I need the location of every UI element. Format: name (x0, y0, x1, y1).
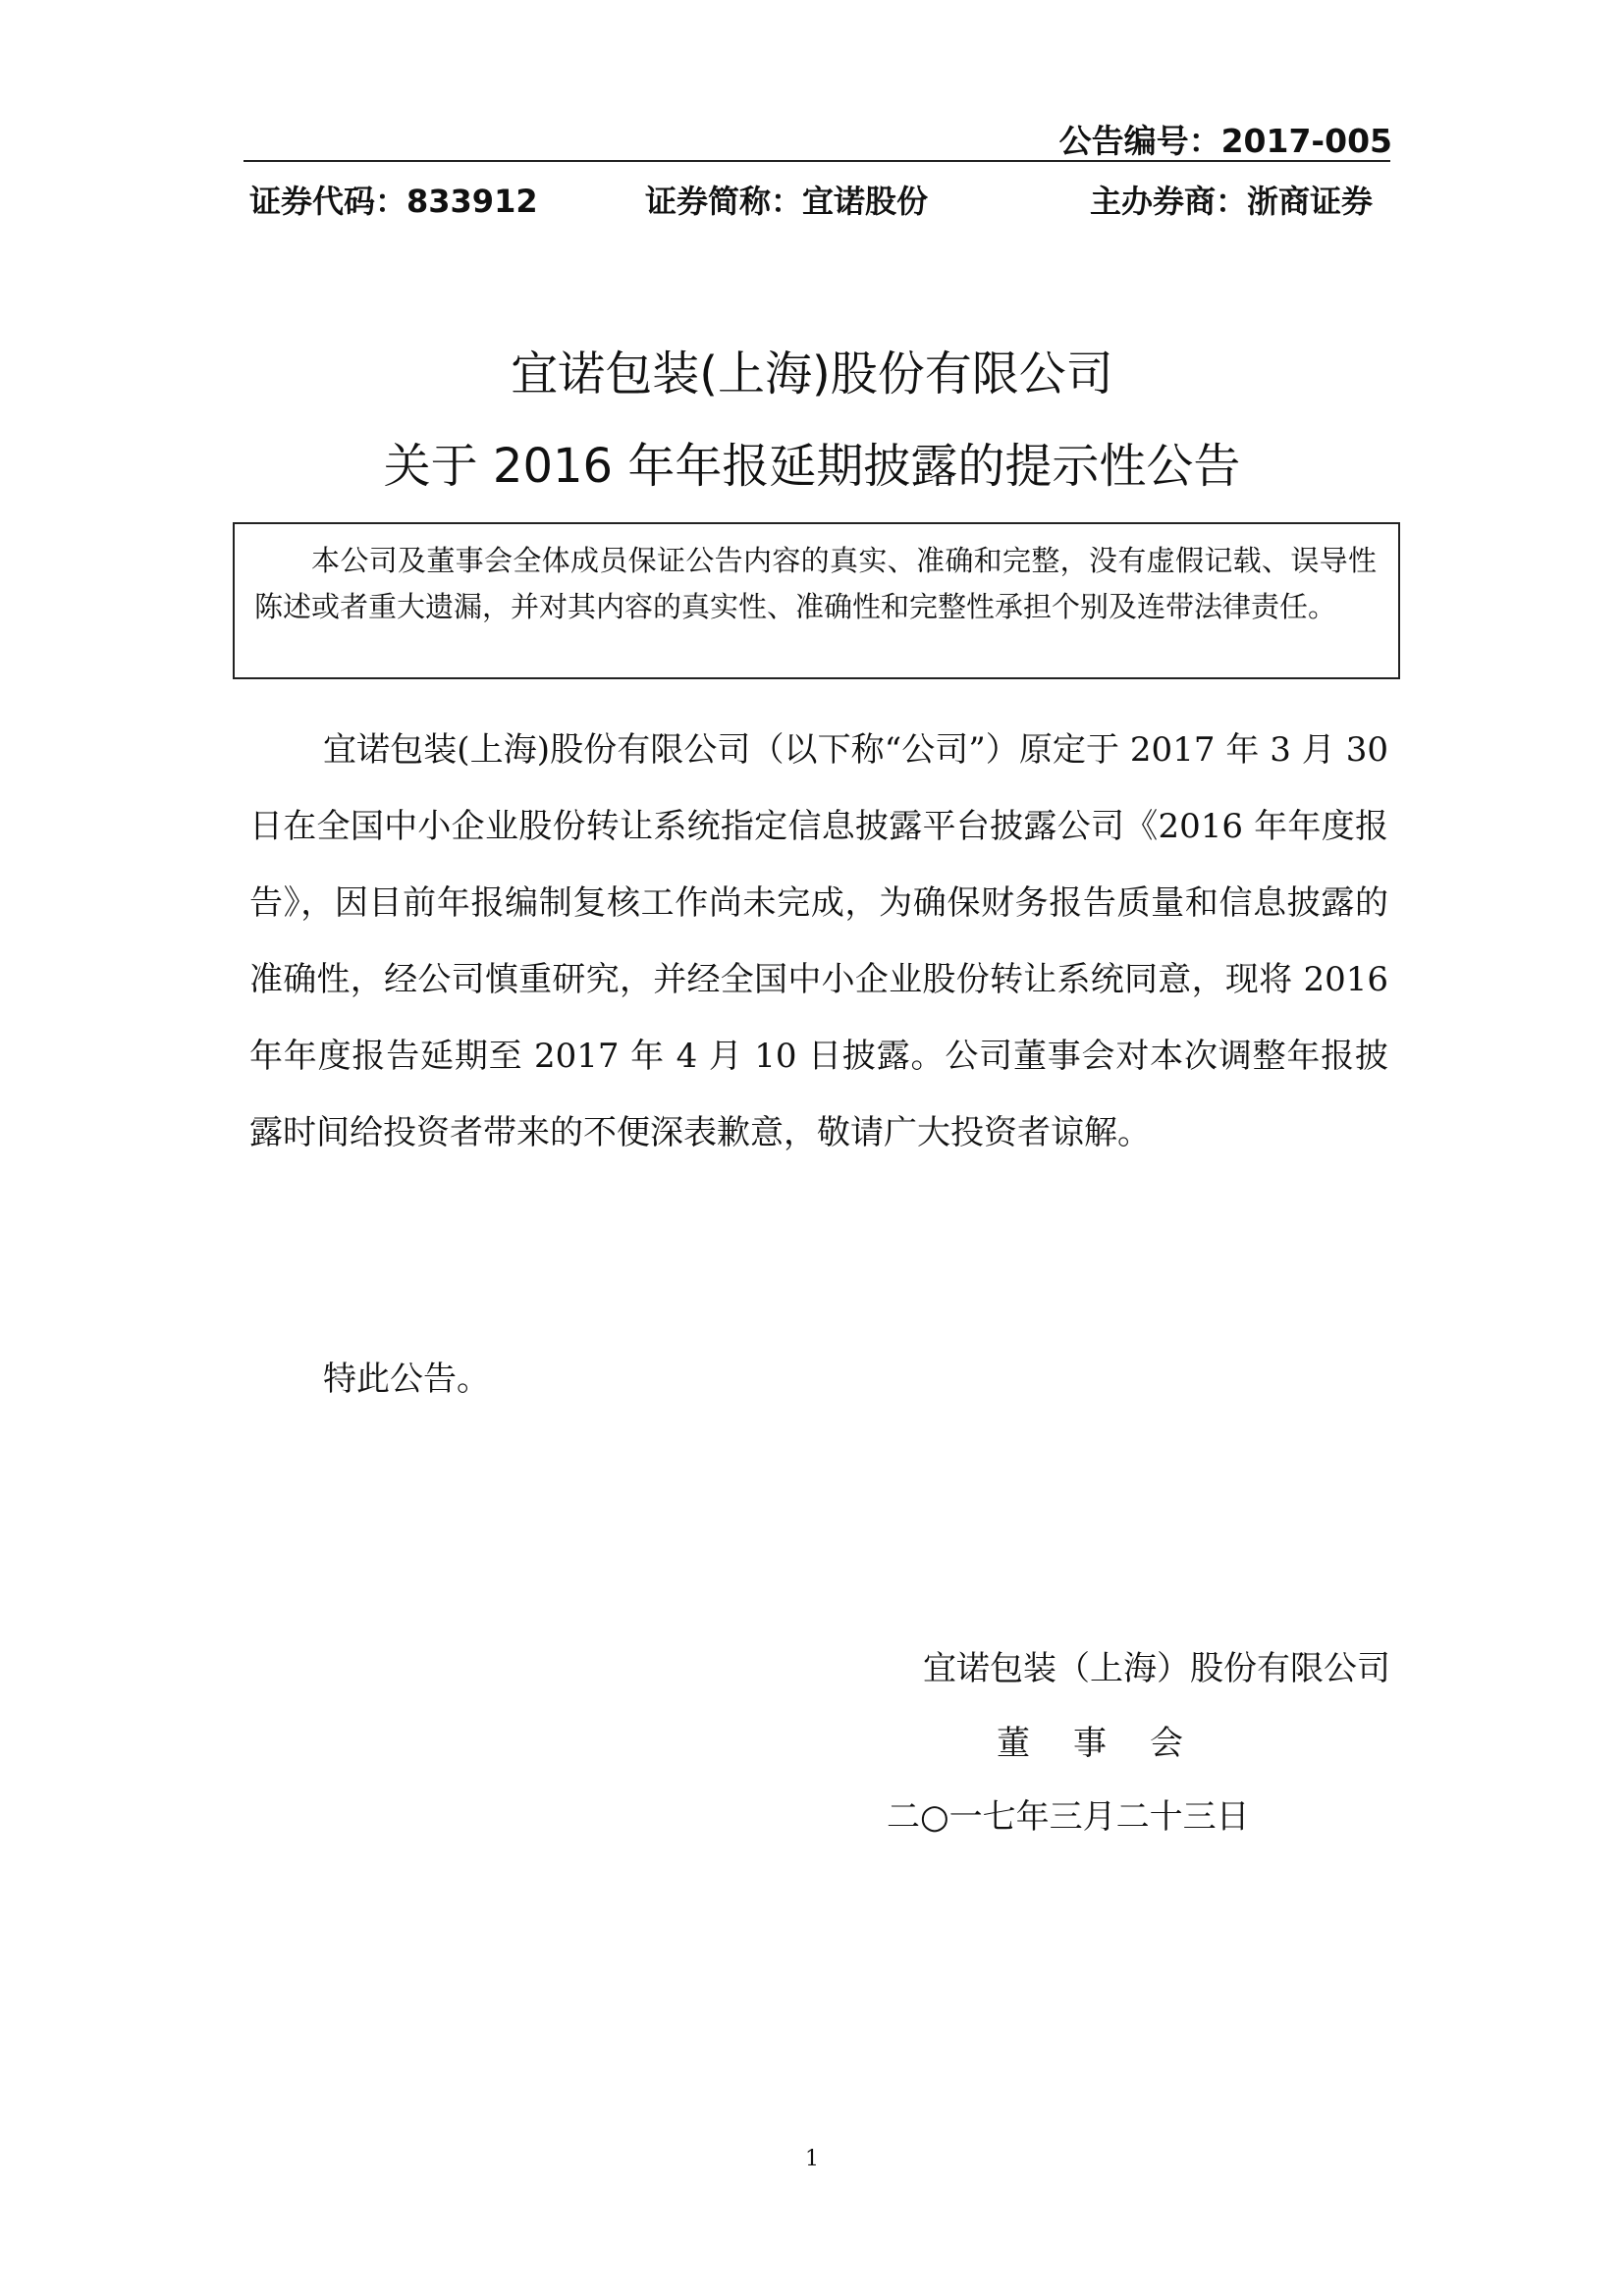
sponsoring-broker: 主办券商：浙商证券 (1089, 183, 1373, 220)
signature-date: 二○一七年三月二十三日 (887, 1797, 1250, 1837)
document-title-company: 宜诺包装(上海)股份有限公司 (511, 347, 1113, 401)
notice-number: 公告编号：2017-005 (1058, 122, 1392, 160)
security-info-row (249, 177, 1388, 226)
closing-statement: 特此公告。 (323, 1360, 490, 1399)
security-abbreviation: 证券简称：宜诺股份 (645, 183, 929, 220)
document-title-subject: 关于 2016 年年报延期披露的提示性公告 (383, 439, 1241, 494)
page-number: 1 (805, 2147, 819, 2171)
body-paragraph: 宜诺包装(上海)股份有限公司（以下称“公司”）原定于 2017 年 3 月 30 日在全国中小企业股份转让系统指定信息披露平台披露公司《2016 年年度报告》，因目前年报编制复核工作尚未完成，为确保财务报告质量和信息披露的准确性，经公司慎重研究，并经全国中小企业股份转让系统同意，现将 2016 年年度报告延期至 2017 年 4 月 10 日披露。公司董事会对本次调整年报披露时间给投资者带来的不便深表歉意，敬请广大投资者谅解。 (249, 730, 1388, 1152)
security-code: 证券代码：833912 (249, 183, 538, 220)
header-rule (244, 160, 1390, 162)
signature-board: 董事会 (997, 1724, 1226, 1763)
board-declaration-box: 本公司及董事会全体成员保证公告内容的真实、准确和完整，没有虚假记载、误导性陈述或者重大遗漏，并对其内容的真实性、准确性和完整性承担个别及连带法律责任。 (233, 522, 1400, 679)
signature-company: 宜诺包装（上海）股份有限公司 (923, 1649, 1390, 1688)
